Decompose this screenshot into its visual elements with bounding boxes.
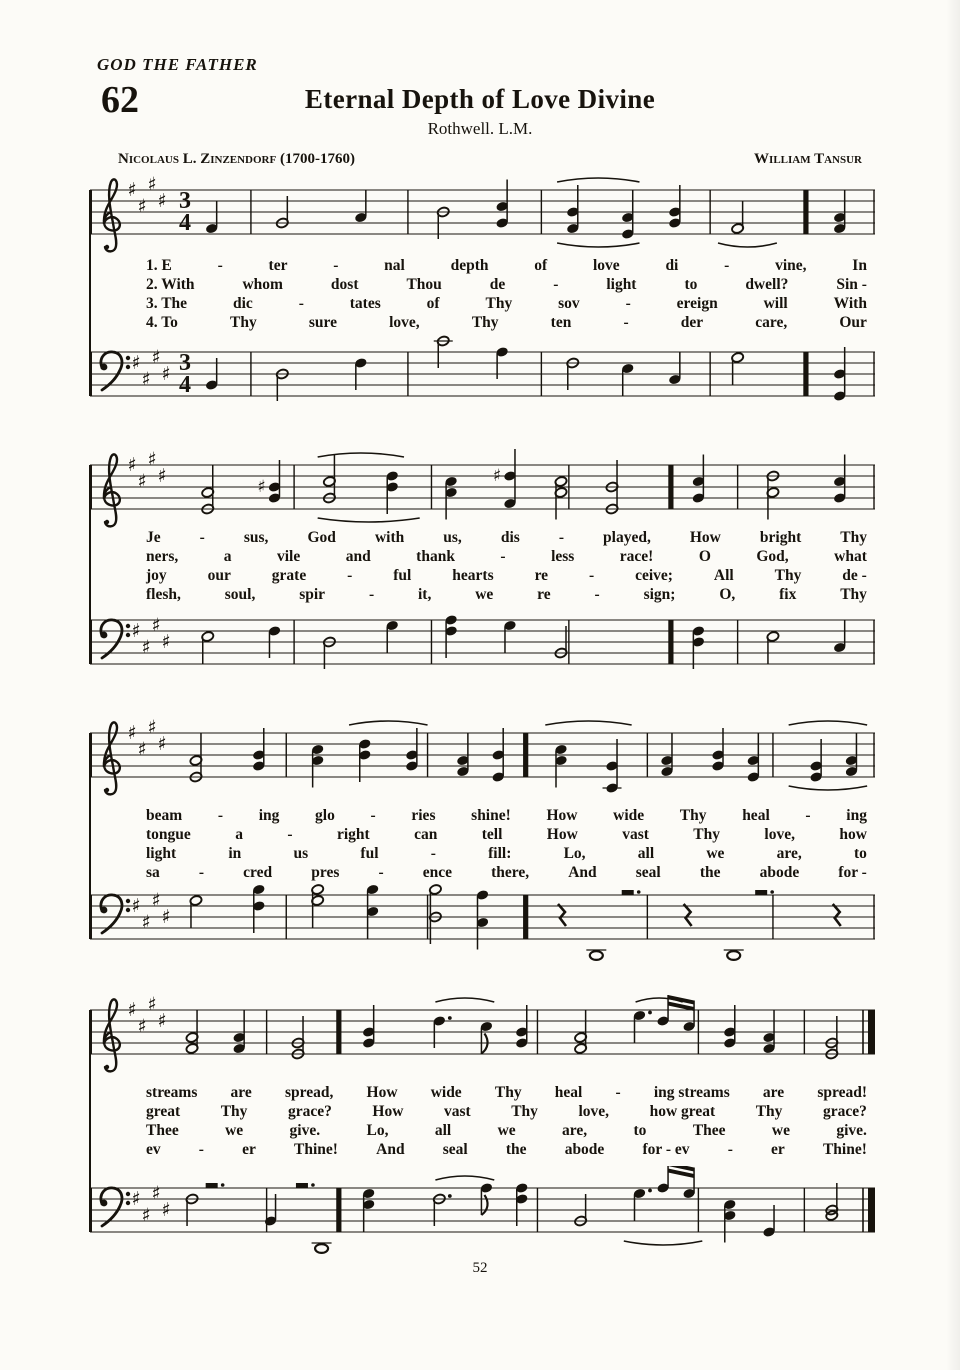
lyric-syllable: ence <box>422 864 452 881</box>
sharp-icon: ♯ <box>161 631 171 653</box>
lyric-syllable: vile <box>276 548 301 565</box>
lyric-syllable: ten <box>550 314 572 331</box>
lyric-syllable: us <box>293 845 309 862</box>
bass-staff <box>90 330 875 418</box>
lyrics-block <box>146 806 867 882</box>
lyric-syllable: ereign <box>676 295 718 312</box>
lyric-syllable: Sin - <box>836 276 867 293</box>
lyric-syllable: Thy <box>679 807 707 824</box>
lyric-syllable: 4. To <box>146 314 178 331</box>
lyric-syllable: Thee <box>146 1122 179 1139</box>
lyric-syllable: are <box>762 1084 785 1101</box>
lyric-syllable: are, <box>776 845 802 862</box>
sharp-icon: ♯ <box>257 477 266 497</box>
lyric-syllable: ceive; <box>635 567 673 584</box>
lyric-syllable: - <box>594 586 600 603</box>
sharp-icon: ♯ <box>151 889 161 912</box>
time-signature: 4 <box>179 372 191 398</box>
lyric-syllable: are, <box>562 1122 588 1139</box>
lyric-syllable: bright <box>759 529 802 546</box>
lyric-syllable: for - <box>838 864 867 881</box>
lyric-syllable: How <box>546 807 578 824</box>
quarter-rest-icon <box>833 904 841 926</box>
sharp-icon: ♯ <box>147 448 157 471</box>
lyric-syllable: de - <box>842 567 867 584</box>
lyric-syllable: what <box>834 548 867 565</box>
sharp-icon: ♯ <box>141 368 151 391</box>
lyric-syllable: Thy <box>755 1103 783 1120</box>
lyric-syllable: for - ev <box>642 1141 690 1158</box>
lyric-syllable: give. <box>289 1122 321 1139</box>
lyric-syllable: Thy <box>230 314 257 331</box>
sharp-icon: ♯ <box>141 636 151 659</box>
lyric-syllable: how great <box>649 1103 716 1120</box>
quarter-rest-icon <box>684 904 692 926</box>
lyric-syllable: sign; <box>643 586 676 603</box>
sharp-icon: ♯ <box>157 733 167 755</box>
lyric-syllable: will <box>763 295 788 312</box>
section-heading: GOD THE FATHER <box>97 55 258 74</box>
lyric-syllable: can <box>414 826 438 843</box>
lyric-syllable: de <box>489 276 506 293</box>
lyric-syllable: a <box>223 548 232 565</box>
lyric-syllable: vine, <box>775 257 807 274</box>
lyric-syllable: How <box>372 1103 404 1120</box>
lyric-line <box>146 1140 867 1159</box>
lyric-syllable: cred <box>243 864 273 881</box>
lyric-syllable: played, <box>603 529 651 546</box>
sharp-icon: ♯ <box>161 906 171 928</box>
lyric-syllable: - <box>623 314 629 331</box>
lyric-syllable: care, <box>755 314 788 331</box>
lyric-syllable: we <box>706 845 725 862</box>
sharp-icon: ♯ <box>151 346 161 369</box>
lyric-syllable: nal <box>384 257 405 274</box>
quarter-rest-icon <box>558 904 566 926</box>
lyric-syllable: give. <box>836 1122 867 1139</box>
lyric-line <box>146 528 867 547</box>
lyric-syllable: Thou <box>406 276 442 293</box>
sharp-icon: ♯ <box>137 195 147 218</box>
lyric-syllable: - <box>199 529 205 546</box>
sharp-icon: ♯ <box>161 363 171 385</box>
lyric-syllable: all <box>637 845 655 862</box>
lyric-syllable: we <box>497 1122 516 1139</box>
lyric-syllable: fill: <box>488 845 512 862</box>
lyric-syllable: Thy <box>471 314 499 331</box>
lyric-line <box>146 566 867 585</box>
lyric-syllable: to <box>633 1122 647 1139</box>
lyric-syllable: of <box>534 257 548 274</box>
lyric-syllable: Thy <box>511 1103 538 1120</box>
lyric-syllable: grate <box>271 567 307 584</box>
lyric-syllable: 1. E <box>146 257 172 274</box>
lyric-syllable: How <box>366 1084 398 1101</box>
lyric-syllable: Thine! <box>294 1141 338 1158</box>
lyric-syllable: depth <box>450 257 489 274</box>
lyric-syllable: - <box>217 807 224 824</box>
lyric-syllable: we <box>771 1122 790 1139</box>
sharp-icon: ♯ <box>147 716 157 739</box>
lyric-syllable: sure <box>308 314 337 331</box>
music-system-3 <box>90 711 875 961</box>
lyric-line <box>146 806 867 825</box>
lyric-syllable: of <box>426 295 440 312</box>
lyric-syllable: our <box>207 567 231 584</box>
lyric-syllable: it, <box>417 586 432 603</box>
lyric-syllable: seal <box>442 1141 468 1158</box>
lyric-syllable: tongue <box>146 826 191 843</box>
author-credit: Nicolaus L. Zinzendorf (1700-1760) <box>118 151 355 167</box>
lyric-syllable: Thy <box>840 586 867 603</box>
lyric-syllable: - <box>370 807 376 824</box>
lyric-syllable: we <box>475 586 494 603</box>
lyric-syllable: right <box>336 826 370 843</box>
lyric-line <box>146 294 867 313</box>
lyric-syllable: all <box>434 1122 452 1139</box>
lyric-syllable: dis <box>500 529 520 546</box>
lyric-syllable: love, <box>764 826 795 843</box>
lyrics-block <box>146 256 867 332</box>
lyric-syllable: Thee <box>692 1122 726 1139</box>
sharp-icon: ♯ <box>492 466 502 486</box>
lyric-syllable: - <box>368 586 375 603</box>
lyric-syllable: ing streams <box>653 1084 730 1101</box>
lyric-syllable: ful <box>360 845 379 862</box>
lyric-syllable: Thy <box>693 826 721 843</box>
lyric-syllable: vast <box>622 826 649 843</box>
lyric-syllable: sa <box>146 864 160 881</box>
lyric-syllable: the <box>699 864 721 881</box>
lyric-syllable: God, <box>756 548 789 565</box>
lyric-line <box>146 275 867 294</box>
lyric-syllable: - <box>198 864 205 881</box>
lyric-syllable: ev <box>146 1141 161 1158</box>
lyric-syllable: - <box>500 548 506 565</box>
lyric-syllable: Thy <box>494 1084 522 1101</box>
lyric-syllable: love, <box>389 314 420 331</box>
lyric-syllable: whom <box>242 276 283 293</box>
lyric-syllable: how <box>839 826 867 843</box>
lyric-syllable: - <box>558 529 564 546</box>
sharp-icon: ♯ <box>137 1015 147 1038</box>
lyric-syllable: seal <box>635 864 661 881</box>
sharp-icon: ♯ <box>147 993 157 1016</box>
lyric-syllable: pres <box>311 864 340 881</box>
lyric-syllable: ful <box>393 567 412 584</box>
lyric-syllable: love <box>592 257 620 274</box>
sharp-icon: ♯ <box>157 1010 167 1032</box>
lyric-syllable: heal <box>742 807 770 824</box>
lyric-syllable: light <box>146 845 177 862</box>
lyric-syllable: and <box>345 548 371 565</box>
lyric-syllable: spir <box>299 586 326 603</box>
lyric-syllable: - <box>727 1141 733 1158</box>
lyric-syllable: light <box>606 276 637 293</box>
lyrics-block <box>146 528 867 604</box>
lyric-syllable: grace? <box>287 1103 332 1120</box>
lyric-syllable: re <box>537 586 551 603</box>
lyric-syllable: wide <box>430 1084 462 1101</box>
sharp-icon: ♯ <box>131 352 141 374</box>
sharp-icon: ♯ <box>147 173 157 196</box>
lyric-syllable: How <box>689 529 721 546</box>
lyric-syllable: - <box>378 864 384 881</box>
lyric-syllable: with <box>374 529 405 546</box>
treble-staff <box>90 711 875 799</box>
sharp-icon: ♯ <box>161 1199 171 1221</box>
lyric-syllable: ing <box>258 807 280 824</box>
lyric-syllable: to <box>853 845 867 862</box>
lyric-syllable: abode <box>759 864 800 881</box>
lyric-syllable: soul, <box>224 586 256 603</box>
lyric-syllable: re <box>534 567 549 584</box>
lyric-syllable: Thy <box>485 295 513 312</box>
bass-clef-icon <box>101 1188 131 1226</box>
lyric-syllable: 2. With <box>146 276 195 293</box>
lyric-line <box>146 1102 867 1121</box>
time-signature: 4 <box>179 210 191 236</box>
lyric-syllable: - <box>724 257 730 274</box>
lyric-syllable: di <box>665 257 679 274</box>
sharp-icon: ♯ <box>137 470 147 493</box>
sharp-icon: ♯ <box>137 738 147 761</box>
lyric-syllable: - <box>298 295 304 312</box>
time-signature: 3 <box>179 188 191 214</box>
lyric-syllable: love, <box>578 1103 610 1120</box>
lyric-syllable: And <box>568 864 597 881</box>
lyric-syllable: dwell? <box>745 276 789 293</box>
lyric-syllable: flesh, <box>146 586 181 603</box>
lyric-syllable: less <box>551 548 575 565</box>
lyric-syllable: sov <box>558 295 580 312</box>
lyric-syllable: With <box>833 295 867 312</box>
lyrics-block <box>146 1083 867 1159</box>
sharp-icon: ♯ <box>151 614 161 637</box>
lyric-line <box>146 547 867 566</box>
sharp-icon: ♯ <box>127 722 137 744</box>
treble-staff <box>90 168 875 256</box>
lyric-syllable: God <box>307 529 336 546</box>
lyric-syllable: Our <box>839 314 867 331</box>
lyric-syllable: - <box>198 1141 204 1158</box>
lyric-syllable: - <box>553 276 559 293</box>
lyric-syllable: - <box>347 567 353 584</box>
lyric-syllable: Lo, <box>366 1122 389 1139</box>
lyric-syllable: dic <box>232 295 253 312</box>
sharp-icon: ♯ <box>127 179 137 201</box>
sharp-icon: ♯ <box>131 895 141 917</box>
lyric-syllable: er <box>242 1141 256 1158</box>
lyric-syllable: a <box>235 826 243 843</box>
lyric-syllable: Thy <box>220 1103 248 1120</box>
sharp-icon: ♯ <box>131 1188 141 1210</box>
lyric-syllable: dost <box>330 276 359 293</box>
sharp-icon: ♯ <box>131 620 141 642</box>
lyric-syllable: vast <box>443 1103 471 1120</box>
lyric-syllable: sus, <box>243 529 269 546</box>
lyric-syllable: - <box>333 257 339 274</box>
lyric-syllable: thank <box>416 548 455 565</box>
lyric-syllable: the <box>505 1141 527 1158</box>
page-number: 52 <box>472 1260 488 1276</box>
lyric-syllable: ners, <box>146 548 179 565</box>
lyric-syllable: Thy <box>774 567 802 584</box>
bass-staff <box>90 873 875 961</box>
sharp-icon: ♯ <box>141 1204 151 1227</box>
lyric-syllable: - <box>625 295 631 312</box>
lyric-syllable: ter <box>268 257 288 274</box>
lyric-syllable: 3. The <box>146 295 188 312</box>
treble-staff <box>90 443 875 531</box>
lyric-syllable: there, <box>491 864 530 881</box>
bass-staff <box>90 1166 875 1254</box>
lyric-syllable: joy <box>146 567 167 584</box>
bass-staff <box>90 598 875 686</box>
page-title: Eternal Depth of Love Divine <box>304 84 656 114</box>
tune-name: Rothwell. L.M. <box>427 119 533 138</box>
lyric-syllable: - <box>588 567 595 584</box>
lyric-syllable: - <box>287 826 293 843</box>
lyric-syllable: tates <box>349 295 381 312</box>
lyric-syllable: ing <box>846 807 867 824</box>
lyric-syllable: And <box>376 1141 405 1158</box>
sharp-icon: ♯ <box>141 911 151 934</box>
lyric-syllable: spread! <box>817 1084 867 1101</box>
lyric-syllable: us, <box>443 529 462 546</box>
lyric-syllable: fix <box>779 586 797 603</box>
lyric-syllable: - <box>217 257 223 274</box>
lyric-syllable: How <box>546 826 578 843</box>
sharp-icon: ♯ <box>157 190 167 212</box>
lyric-syllable: Thy <box>840 529 867 546</box>
lyric-syllable: Lo, <box>563 845 586 862</box>
lyric-syllable: - <box>805 807 811 824</box>
lyric-syllable: Thine! <box>822 1141 867 1158</box>
lyric-line <box>146 1083 867 1102</box>
music-system-1 <box>90 168 875 418</box>
lyric-syllable: in <box>228 845 242 862</box>
lyric-syllable: streams <box>146 1084 198 1101</box>
lyric-syllable: shine! <box>471 807 511 824</box>
lyric-syllable: ries <box>411 807 436 824</box>
lyric-syllable: we <box>225 1122 244 1139</box>
lyric-syllable: beam <box>146 807 183 824</box>
sharp-icon: ♯ <box>127 454 137 476</box>
lyric-syllable: O, <box>719 586 736 603</box>
lyric-syllable: race! <box>619 548 654 565</box>
lyric-syllable: - <box>615 1084 621 1101</box>
sharp-icon: ♯ <box>151 1182 161 1205</box>
lyric-line <box>146 1121 867 1140</box>
composer-credit: William Tansur <box>754 151 862 167</box>
bass-clef-icon <box>101 620 131 658</box>
sharp-icon: ♯ <box>127 999 137 1021</box>
lyric-syllable: spread, <box>284 1084 334 1101</box>
lyric-syllable: are <box>230 1084 252 1101</box>
lyric-line <box>146 825 867 844</box>
bass-clef-icon <box>101 895 131 933</box>
lyric-syllable: - <box>430 845 436 862</box>
lyric-syllable: Je <box>146 529 161 546</box>
lyric-syllable: der <box>680 314 704 331</box>
lyric-syllable: In <box>852 257 867 274</box>
hymn-number: 62 <box>101 79 139 121</box>
lyric-syllable: wide <box>613 807 645 824</box>
lyric-syllable: to <box>684 276 698 293</box>
treble-staff <box>90 988 875 1076</box>
lyric-syllable: hearts <box>452 567 494 584</box>
lyric-syllable: heal <box>554 1084 583 1101</box>
lyric-syllable: All <box>713 567 734 584</box>
lyric-syllable: er <box>771 1141 785 1158</box>
lyric-syllable: O <box>698 548 711 565</box>
music-system-4 <box>90 988 875 1254</box>
lyric-line <box>146 256 867 275</box>
music-system-2 <box>90 443 875 686</box>
lyric-syllable: great <box>146 1103 181 1120</box>
lyric-syllable: tell <box>481 826 503 843</box>
lyric-line <box>146 844 867 863</box>
time-signature: 3 <box>179 350 191 376</box>
sharp-icon: ♯ <box>157 465 167 487</box>
attribution-row <box>118 151 862 168</box>
lyric-syllable: glo <box>315 807 335 824</box>
lyric-syllable: grace? <box>822 1103 867 1120</box>
bass-clef-icon <box>101 352 131 390</box>
lyric-syllable: abode <box>564 1141 605 1158</box>
